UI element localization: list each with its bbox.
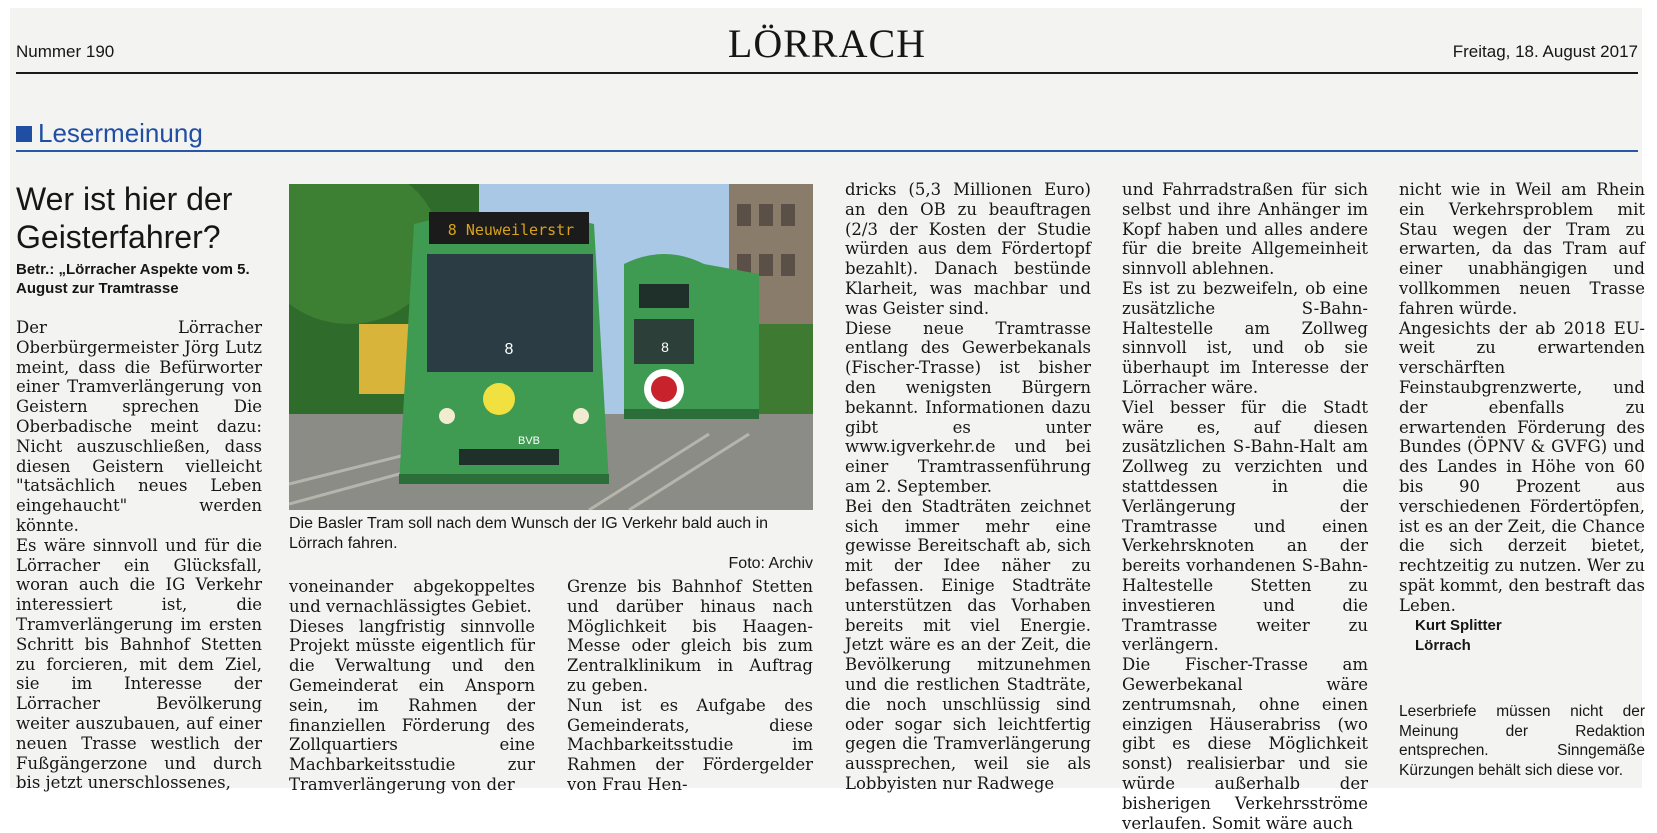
photo-caption: Die Basler Tram soll nach dem Wunsch der IG Verkehr bald auch in Lörrach fahren. — [289, 515, 769, 552]
front-tram-logo: BVB — [517, 435, 541, 447]
article-paragraph: nicht wie in Weil am Rhein ein Verkehrsproblem mit Stau wegen der Tram zu erwarten, da das Tram auf einer unabhängigen und vollkommen neuen Trasse fahren würde. — [1399, 180, 1645, 318]
article-paragraph: voneinander abgekoppeltes und vernachlässigtes Gebiet. — [289, 577, 535, 616]
article-paragraph: Es wäre sinnvoll und für die Lörracher ein Glücksfall, woran auch die IG Verkehr interessiert ist, die Tramverlängerung im ersten Schritt bis Bahnhof Stetten zu forcieren, mit dem Ziel, sie im Interesse der Lörracher Bevölkerung weiter auszubauen, auf einer neuen Trasse westlich der Fußgängerzone und durch bis jetzt unerschlossenes, — [16, 535, 262, 793]
back-tram-number: 8 — [661, 339, 669, 355]
issue-number: Nummer 190 — [16, 42, 115, 61]
author-name: Kurt Splitter — [1415, 616, 1502, 634]
article-column-2 — [289, 577, 535, 795]
back-tram — [624, 254, 759, 419]
article-column-6 — [1399, 180, 1645, 656]
article-paragraph: Angesichts der ab 2018 EU-weit zu erwartenden verschärften Feinstaubgrenzwerte, und der ebenfalls zu erwartenden Förderung des Bundes (ÖPNV & GVFG) und des Landes in Höhe von 60 bis 90 Prozent aus verschiedenen Fördertöpfen, ist es an der Zeit, die Chance die sich derzeit bietet, rechtzeitig zu nutzen. Wer zu spät kommt, den bestraft das Leben. — [1399, 318, 1645, 615]
article-paragraph: und Fahrradstraßen für sich selbst und ihre Anhänger im Kopf haben und alles andere für die breite Allgemeinheit sinnvoll ablehnen. — [1122, 180, 1368, 279]
section-title: Lesermeinung — [38, 118, 203, 148]
article-column-1 — [16, 180, 262, 793]
article-column-5 — [1122, 180, 1368, 833]
paper-title: LÖRRACH — [727, 21, 927, 66]
front-tram-display: 8 Neuweilerstr — [447, 221, 575, 239]
article-headline: Wer ist hier der Geisterfahrer? — [16, 181, 233, 255]
article-paragraph: Grenze bis Bahnhof Stetten und darüber hinaus nach Möglichkeit bis Haagen-Messe oder gleich bis zum Zentralklinikum in Auftrag zu geben. — [567, 577, 813, 695]
section-square-icon — [16, 126, 32, 142]
tram-illustration — [289, 184, 813, 510]
author-city: Lörrach — [1415, 636, 1471, 654]
article-paragraph: Die Fischer-Trasse am Gewerbekanal wäre zentrumsnah, ohne einen einzigen Häuserabriss (wo gibt es diese Möglichkeit sonst) realisierbar und sie würde außerhalb der bisherigen Verkehrsströme verlaufen. Somit wäre auch — [1122, 655, 1368, 833]
photo-caption-block — [289, 514, 813, 574]
front-tram — [399, 212, 609, 484]
photo-credit: Foto: Archiv — [728, 555, 813, 572]
front-tram-number: 8 — [504, 341, 514, 358]
article-paragraph: Der Lörracher Oberbürgermeister Jörg Lutz meint, dass die Befürworter einer Tramverlängerung von Geistern sprechen Die Oberbadische meint dazu: Nicht auszuschließen, dass diesen Geistern vielleicht "tatsächlich neues Leben eingehaucht" werden könnte. — [16, 318, 262, 535]
editorial-disclaimer: Leserbriefe müssen nicht der Meinung der Redaktion entsprechen. Sinngemäße Kürzungen behält sich diese vor. — [1399, 703, 1645, 779]
article-paragraph: Dieses langfristig sinnvolle Projekt müsste eigentlich für die Verwaltung und den Gemeinderat ein Ansporn sein, im Rahmen der finanziellen Förderung des Zollquartiers eine Machbarkeitsstudie zur Tramverlängerung von der — [289, 616, 535, 794]
article-paragraph: Nun ist es Aufgabe des Gemeinderats, diese Machbarkeitsstudie im Rahmen der Fördergelder von Frau Hen- — [567, 695, 813, 794]
issue-date: Freitag, 18. August 2017 — [1452, 42, 1638, 61]
article-paragraph: Diese neue Tramtrasse entlang des Gewerbekanals (Fischer-Trasse) ist bisher den wenigsten Bürgern bekannt. Informationen dazu gibt es unter www.igverkehr.de und bei einer Tramtrassenführung am 2. September. — [845, 318, 1091, 496]
article-column-4 — [845, 180, 1091, 794]
masthead — [16, 20, 1638, 74]
article-paragraph: Bei den Stadträten zeichnet sich immer mehr eine gewisse Bereitschaft ab, sich mit der Idee näher zu befassen. Einige Stadträte unterstützen das Vorhaben bereits mit viel Energie. Jetzt wäre es an der Zeit, die Bevölkerung mitzunehmen und die restlichen Stadträte, die noch unschlüssig sind oder sogar sich leichtfertig gegen die Tramverlängerung aussprechen, weil sie als Lobbyisten nur Radwege — [845, 496, 1091, 793]
section-header — [16, 118, 1638, 152]
article-reference: Betr.: „Lörracher Aspekte vom 5. August zur Tramtrasse — [16, 261, 250, 297]
article-paragraph: Viel besser für die Stadt wäre es, auf diesen zusätzlichen S-Bahn-Halt am Zollweg zu verzichten und stattdessen in die Verlängerung der Tramtrasse und einen Verkehrsknoten an der bereits vorhandenen S-Bahn-Haltestelle Stetten zu investieren und die Tramtrasse weiter zu verlängern. — [1122, 397, 1368, 655]
article-paragraph: dricks (5,3 Millionen Euro) an den OB zu beauftragen (2/3 der Kosten der Studie würden aus dem Fördertopf bezahlt). Danach bestünde Klarheit, was machbar und was Geister sind. — [845, 180, 1091, 318]
tram-photo — [289, 184, 813, 510]
article-paragraph: Es ist zu bezweifeln, ob eine zusätzliche S-Bahn-Haltestelle am Zollweg sinnvoll ist, und ob sie überhaupt im Interesse der Lörracher wäre. — [1122, 278, 1368, 397]
article-column-3 — [567, 577, 813, 795]
